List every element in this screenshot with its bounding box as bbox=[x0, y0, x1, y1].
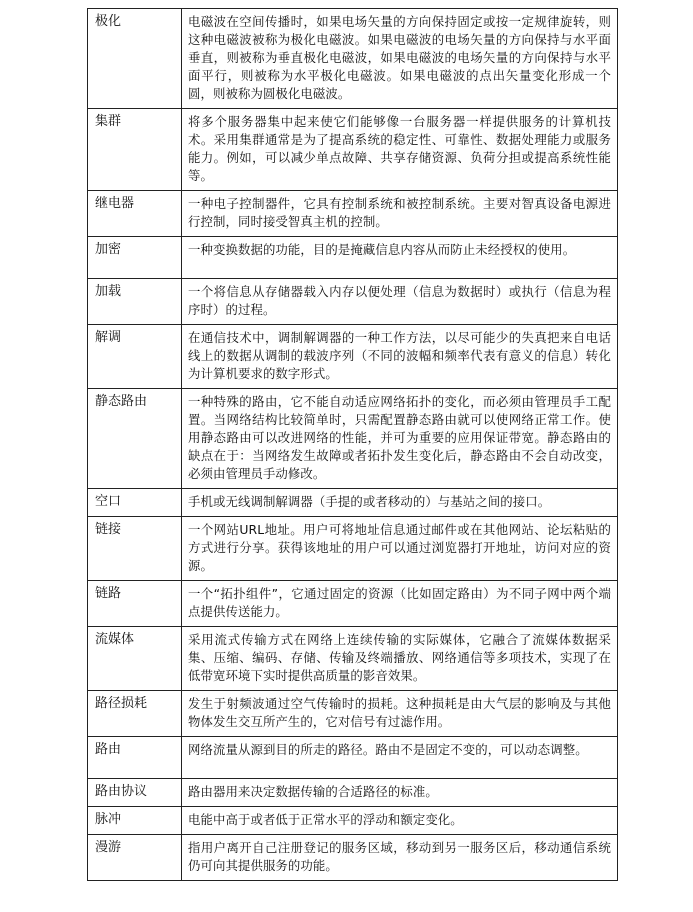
table-row bbox=[88, 9, 618, 109]
term-cell: 静态路由 bbox=[88, 389, 182, 489]
table-row bbox=[88, 489, 618, 517]
definition-cell: 手机或无线调制解调器（手提的或者移动的）与基站之间的接口。 bbox=[182, 489, 618, 517]
definition-cell: 一种变换数据的功能，目的是掩藏信息内容从而防止未经授权的使用。 bbox=[182, 237, 618, 279]
term-cell: 路由 bbox=[88, 737, 182, 779]
table-row bbox=[88, 325, 618, 389]
table-row bbox=[88, 237, 618, 279]
table-row bbox=[88, 691, 618, 737]
definition-cell: 路由器用来决定数据传输的合适路径的标准。 bbox=[182, 779, 618, 807]
definition-cell: 电能中高于或者低于正常水平的浮动和额定变化。 bbox=[182, 807, 618, 835]
definition-cell: 一个将信息从存储器载入内存以便处理（信息为数据时）或执行（信息为程序时）的过程。 bbox=[182, 279, 618, 325]
table-row bbox=[88, 835, 618, 881]
table-row bbox=[88, 517, 618, 581]
definition-cell: 一个“拓扑组件”，它通过固定的资源（比如固定路由）为不同子网中两个端点提供传送能力。 bbox=[182, 581, 618, 627]
term-cell: 路径损耗 bbox=[88, 691, 182, 737]
table-row bbox=[88, 737, 618, 779]
table-row bbox=[88, 109, 618, 191]
table-row bbox=[88, 389, 618, 489]
term-cell: 集群 bbox=[88, 109, 182, 191]
table-row bbox=[88, 581, 618, 627]
table-row bbox=[88, 627, 618, 691]
definition-cell: 发生于射频波通过空气传输时的损耗。这种损耗是由大气层的影响及与其他物体发生交互所产生的，它对信号有过滤作用。 bbox=[182, 691, 618, 737]
term-cell: 脉冲 bbox=[88, 807, 182, 835]
glossary-table bbox=[87, 8, 618, 881]
definition-cell: 一种电子控制器件，它具有控制系统和被控制系统。主要对智真设备电源进行控制，同时接受智真主机的控制。 bbox=[182, 191, 618, 237]
definition-cell: 网络流量从源到目的所走的路径。路由不是固定不变的，可以动态调整。 bbox=[182, 737, 618, 779]
definition-cell: 将多个服务器集中起来使它们能够像一台服务器一样提供服务的计算机技术。采用集群通常是为了提高系统的稳定性、可靠性、数据处理能力或服务能力。例如，可以减少单点故障、共享存储资源、负荷分担或提高系统性能等。 bbox=[182, 109, 618, 191]
term-cell: 加载 bbox=[88, 279, 182, 325]
definition-cell: 一个网站URL地址。用户可将地址信息通过邮件或在其他网站、论坛粘贴的方式进行分享。获得该地址的用户可以通过浏览器打开地址，访问对应的资源。 bbox=[182, 517, 618, 581]
definition-cell: 电磁波在空间传播时，如果电场矢量的方向保持固定或按一定规律旋转，则这种电磁波被称为极化电磁波。如果电磁波的电场矢量的方向保持与水平面垂直，则被称为垂直极化电磁波，如果电磁波的电场矢量的方向保持与水平面平行，则被称为水平极化电磁波。如果电磁波的点出矢量变化形成一个圆，则被称为圆极化电磁波。 bbox=[182, 9, 618, 109]
table-row bbox=[88, 279, 618, 325]
term-cell: 继电器 bbox=[88, 191, 182, 237]
term-cell: 极化 bbox=[88, 9, 182, 109]
term-cell: 路由协议 bbox=[88, 779, 182, 807]
definition-cell: 采用流式传输方式在网络上连续传输的实际媒体，它融合了流媒体数据采集、压缩、编码、存储、传输及终端播放、网络通信等多项技术，实现了在低带宽环境下实时提供高质量的影音效果。 bbox=[182, 627, 618, 691]
table-row bbox=[88, 807, 618, 835]
table-row bbox=[88, 779, 618, 807]
term-cell: 漫游 bbox=[88, 835, 182, 881]
term-cell: 流媒体 bbox=[88, 627, 182, 691]
term-cell: 链路 bbox=[88, 581, 182, 627]
definition-cell: 一种特殊的路由，它不能自动适应网络拓扑的变化，而必须由管理员手工配置。当网络结构比较简单时，只需配置静态路由就可以使网络正常工作。使用静态路由可以改进网络的性能，并可为重要的应用保证带宽。静态路由的缺点在于：当网络发生故障或者拓扑发生变化后，静态路由不会自动改变，必须由管理员手动修改。 bbox=[182, 389, 618, 489]
definition-cell: 在通信技术中，调制解调器的一种工作方法，以尽可能少的失真把来自电话线上的数据从调制的载波序列（不同的波幅和频率代表有意义的信息）转化为计算机要求的数字形式。 bbox=[182, 325, 618, 389]
term-cell: 链接 bbox=[88, 517, 182, 581]
definition-cell: 指用户离开自己注册登记的服务区域，移动到另一服务区后，移动通信系统仍可向其提供服务的功能。 bbox=[182, 835, 618, 881]
table-row bbox=[88, 191, 618, 237]
glossary-body bbox=[88, 9, 618, 881]
term-cell: 空口 bbox=[88, 489, 182, 517]
term-cell: 加密 bbox=[88, 237, 182, 279]
term-cell: 解调 bbox=[88, 325, 182, 389]
